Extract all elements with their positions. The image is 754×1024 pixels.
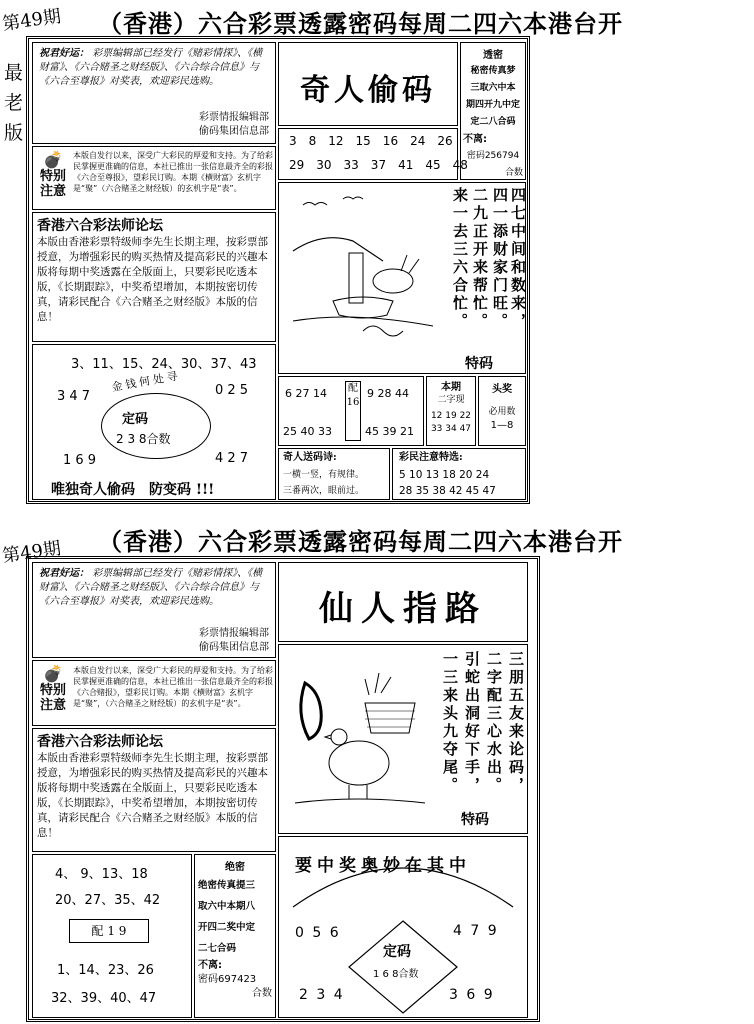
poem-box xyxy=(278,644,528,834)
secret-code: 密码697423 xyxy=(198,974,257,985)
number-group: 0 2 5 xyxy=(215,383,249,398)
number-row: 3、11、15、24、30、37、43 xyxy=(71,357,257,372)
number-group: 2 3 4 xyxy=(299,987,345,1003)
forum-title: 香港六合彩法师论坛 xyxy=(37,218,163,234)
footer-text: 唯独奇人偷码 防变码 !!! xyxy=(51,482,215,498)
issue-label: 第49期 xyxy=(1,537,63,567)
intro-text: 彩票编辑部已经发行《赌彩情探》、《横财富》、《六合赌圣之财经版》、《六合综合信息》与《六合至尊报》对奖表，欢迎彩民选购。 xyxy=(39,568,263,607)
center-ellipse xyxy=(101,393,211,459)
side-char: 版 xyxy=(4,122,24,144)
number-group: 4 7 9 xyxy=(453,923,499,939)
secret-buli: 不离: xyxy=(463,134,487,145)
number-group: 4 2 7 xyxy=(215,451,249,466)
center-sub: 2 3 8合数 xyxy=(116,432,171,446)
intro-sign: 彩票情报编辑部 xyxy=(199,112,269,123)
intro-sign: 偷码集团信息部 xyxy=(199,642,269,653)
numbers-box xyxy=(32,344,276,500)
number-group: 3 4 7 xyxy=(57,389,91,404)
songma-head: 奇人送码诗: xyxy=(283,452,337,463)
secret-line: 绝密传真提三 xyxy=(198,880,256,891)
secret-line: 取六中本期八 xyxy=(198,901,256,912)
main-title-box xyxy=(278,42,458,126)
secret-code: 密码256794 xyxy=(466,151,520,161)
forum-box xyxy=(32,728,276,852)
poem-col: 一三来头九夺尾。 xyxy=(441,651,459,795)
secret-line: 三取六中本 xyxy=(470,83,516,93)
bottom-header xyxy=(0,514,754,567)
secret-heshu: 合数 xyxy=(252,988,272,999)
bomb-icon: 💣 xyxy=(43,664,63,683)
notice-text: 本版自发行以来，深受广大彩民的厚爱和支持。为了给彩民掌握更准确的信息，本社已推出一张信息最齐全的彩报《六合赌报》，望彩民订购。本期《横财富》玄机字是“聚”，（六合赌圣之财经版）的玄机字是“表”。 xyxy=(73,666,273,708)
number-group: 1 6 9 xyxy=(63,453,97,468)
poem-col: 二字配三心水出。 xyxy=(485,651,503,795)
poem-col: 四七中间和数来， xyxy=(509,187,527,331)
number-row: 3 8 12 15 16 24 26 xyxy=(289,134,453,148)
intro-head: 祝君好运： xyxy=(39,568,89,579)
caimin-box xyxy=(392,448,526,500)
songma-line: 一横一竖，有规律。 xyxy=(283,470,365,480)
benqi-row: 12 19 22 xyxy=(430,411,472,421)
intro-box xyxy=(32,42,276,144)
caimin-row: 5 10 13 18 20 24 xyxy=(399,469,490,481)
diamond-box xyxy=(278,836,528,1018)
poem-col: 来一去三六合忙。 xyxy=(451,187,469,331)
songma-box xyxy=(278,448,390,500)
side-char: 最 xyxy=(4,62,24,84)
arc-text: 金钱何处寻 xyxy=(110,369,182,394)
diamond-title: 定码 xyxy=(383,944,411,960)
secret-head: 绝密 xyxy=(225,862,245,873)
top-header xyxy=(0,0,754,36)
benqi-sub: 二字现 xyxy=(437,395,465,405)
secret-head: 透密 xyxy=(483,50,503,61)
bomb-icon: 💣 xyxy=(43,150,63,169)
toujiang-box xyxy=(478,376,526,446)
toujiang-range: 1—8 xyxy=(490,420,514,431)
tema-label: 特码 xyxy=(465,356,493,372)
secret-line: 秘密传真梦 xyxy=(470,66,516,76)
number-row: 29 30 33 37 41 45 48 xyxy=(289,158,468,172)
pei-numbers: 45 39 21 xyxy=(365,425,414,438)
secret-box xyxy=(460,42,526,180)
intro-text: 彩票编辑部已经发行《赌彩情探》、《横财富》、《六合赌圣之财经版》、《六合综合信息》与《六合至尊报》对奖表，欢迎彩民选购。 xyxy=(39,48,263,87)
pei-numbers: 6 27 14 xyxy=(285,387,327,400)
poem-col: 二九正开来帮忙。 xyxy=(471,187,489,331)
notice-label: 注意 xyxy=(39,184,66,199)
secret-line: 期四开九中定 xyxy=(465,100,520,110)
notice-box xyxy=(32,660,276,726)
page-title: （香港）六合彩票透露密码每周二四六本港台开 xyxy=(98,527,623,556)
main-title-box xyxy=(278,562,528,642)
pei-box xyxy=(278,376,424,446)
arc-text: 要中奖奥妙在其中 xyxy=(295,856,471,876)
hen-nest-illustration xyxy=(285,663,435,813)
benqi-head: 本期 xyxy=(441,382,461,393)
intro-head: 祝君好运： xyxy=(39,48,89,59)
notice-label: 注意 xyxy=(39,698,66,713)
pei-label: 配 1 9 xyxy=(69,919,149,943)
side-char: 老 xyxy=(4,92,24,114)
caimin-head: 彩民注意特选: xyxy=(399,452,463,463)
well-rabbit-illustration xyxy=(283,191,443,341)
poem-col: 引蛇出洞好下手， xyxy=(463,651,481,795)
number-row: 32、39、40、47 xyxy=(51,991,157,1006)
number-row: 20、27、35、42 xyxy=(55,893,161,908)
intro-sign: 彩票情报编辑部 xyxy=(199,628,269,639)
poem-col: 三朋五友来论码， xyxy=(507,651,525,795)
toujiang-sub: 必用数 xyxy=(488,407,516,417)
intro-box xyxy=(32,562,276,658)
notice-text: 本版自发行以来，深受广大彩民的厚爱和支持。为了给彩民掌握更准确的信息，本社已推出一张信息最齐全的彩报《六合至尊报》，望彩民订购。本期《横财富》玄机字是“聚”（六合赌圣之财经版）的玄机字是“表”。 xyxy=(73,151,273,193)
forum-text: 本版由香港彩票特级师李先生长期主理，按彩票部授意，为增强彩民的购买热情及提高彩民的兴趣本版将每期中奖透露在全版面上，只要彩民吃透本版，《长期跟踪》，中奖希望增加，本期按密切传真，请彩民配合《六合赌圣之财经版》本版的信息！ xyxy=(37,752,268,839)
notice-label: 特别 xyxy=(39,683,66,698)
main-numbers-box xyxy=(278,128,468,180)
forum-text: 本版由香港彩票特级师李先生长期主理，按彩票部授意，为增强彩民的购买热情及提高彩民的兴趣本版将每期中奖透露在全版面上，只要彩民吃透本版，《长期跟踪》，中奖希望增加，本期按密切传真，请彩民配合《六合赌圣之财经版》本版的信息！ xyxy=(37,236,268,323)
center-title: 定码 xyxy=(122,412,149,427)
notice-box xyxy=(32,146,276,210)
page-title: （香港）六合彩票透露密码每周二四六本港台开 xyxy=(98,9,623,38)
main-title: 奇人偷码 xyxy=(300,73,436,108)
poem-col: 四一添财家门旺。 xyxy=(491,187,509,331)
forum-title: 香港六合彩法师论坛 xyxy=(37,734,163,750)
benqi-row: 33 34 47 xyxy=(430,424,472,434)
poem-box xyxy=(278,182,526,374)
secret-line: 开四二奖中定 xyxy=(198,922,256,933)
songma-line: 三番两次，眼前过。 xyxy=(283,486,365,496)
secret-heshu: 合数 xyxy=(504,168,523,178)
number-row: 1、14、23、26 xyxy=(57,963,154,978)
forum-box xyxy=(32,212,276,342)
intro-sign: 偷码集团信息部 xyxy=(199,126,269,137)
caimin-row: 28 35 38 42 45 47 xyxy=(399,485,496,497)
side-label xyxy=(4,58,26,148)
toujiang-head: 头奖 xyxy=(492,384,512,395)
diamond-sub: 1 6 8合数 xyxy=(373,969,419,980)
number-group: 3 6 9 xyxy=(449,987,495,1003)
notice-label: 特别 xyxy=(39,169,66,184)
secret-line: 定二八合码 xyxy=(470,117,516,127)
pei-numbers: 25 40 33 xyxy=(283,425,332,438)
secret-buli: 不离: xyxy=(198,960,222,971)
secret-box xyxy=(194,854,276,1018)
number-row: 4、 9、13、18 xyxy=(55,867,148,882)
benqi-box xyxy=(426,376,476,446)
pei-numbers: 9 28 44 xyxy=(367,387,409,400)
pei-label: 配16 xyxy=(345,381,361,441)
main-title: 仙人指路 xyxy=(319,589,487,629)
left-numbers-box xyxy=(32,854,192,1018)
tema-label: 特码 xyxy=(461,812,489,828)
secret-line: 二七合码 xyxy=(198,943,237,954)
issue-label: 第49期 xyxy=(1,5,63,35)
number-group: 0 5 6 xyxy=(295,925,341,941)
